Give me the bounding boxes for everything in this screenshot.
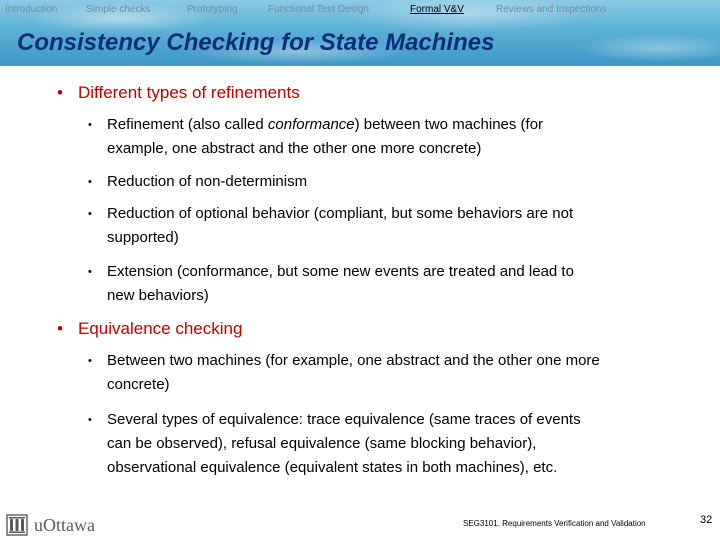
nav-tab-simple-checks[interactable]: Simple checks	[86, 4, 151, 15]
list-item-line: new behaviors)	[107, 287, 209, 304]
emphasis-text: conformance	[267, 116, 355, 133]
list-item-line: Extension (conformance, but some new events are treated and lead to	[107, 263, 574, 280]
bullet-icon: •	[88, 119, 92, 131]
list-item-line: observational equivalence (equivalent states in both machines), etc.	[107, 459, 558, 476]
bullet-icon: •	[57, 83, 63, 102]
list-item	[88, 170, 698, 194]
university-crest-icon	[6, 514, 28, 536]
list-item-line: Reduction of non-determinism	[107, 173, 308, 190]
list-item	[88, 349, 698, 397]
nav-tab-introduction[interactable]: Introduction	[5, 4, 58, 15]
list-item-line: Several types of equivalence: trace equivalence (same traces of events	[107, 411, 581, 428]
university-logo	[6, 514, 106, 538]
list-item	[88, 113, 698, 161]
list-item-line: example, one abstract and the other one more concrete)	[107, 140, 482, 157]
footer-course-label: SEG3101. Requirements Verification and Validation	[463, 519, 646, 528]
list-item-line: Refinement (also called conformance) between two machines (for	[107, 116, 544, 133]
slide-header-banner	[0, 0, 720, 66]
bullet-icon: •	[88, 414, 92, 426]
bullet-icon: •	[88, 208, 92, 220]
nav-tab-formal-vv[interactable]: Formal V&V	[410, 4, 464, 15]
list-item-line: concrete)	[107, 376, 170, 393]
page-title: Consistency Checking for State Machines	[17, 29, 495, 56]
slide-number: 32	[700, 514, 713, 526]
list-item	[88, 260, 698, 308]
nav-tab-reviews-inspections[interactable]: Reviews and Inspections	[496, 4, 607, 15]
section-nav	[0, 3, 720, 19]
nav-tab-functional-test-design[interactable]: Functional Test Design	[268, 4, 369, 15]
list-item	[88, 408, 698, 480]
bullet-icon: •	[88, 176, 92, 188]
list-item-line: can be observed), refusal equivalence (same blocking behavior),	[107, 435, 537, 452]
list-item-line: Reduction of optional behavior (compliant, but some behaviors are not	[107, 205, 574, 222]
list-item-line: Between two machines (for example, one abstract and the other one more	[107, 352, 600, 369]
bullet-icon: •	[57, 319, 63, 338]
section-heading-text: Different types of refinements	[78, 83, 300, 102]
logo-text: uOttawa	[34, 515, 95, 535]
bullet-icon: •	[88, 355, 92, 367]
nav-tab-prototyping[interactable]: Prototyping	[187, 4, 238, 15]
list-item-line: supported)	[107, 229, 179, 246]
list-item	[88, 202, 698, 250]
bullet-icon: •	[88, 266, 92, 278]
section-heading-text: Equivalence checking	[78, 319, 243, 338]
